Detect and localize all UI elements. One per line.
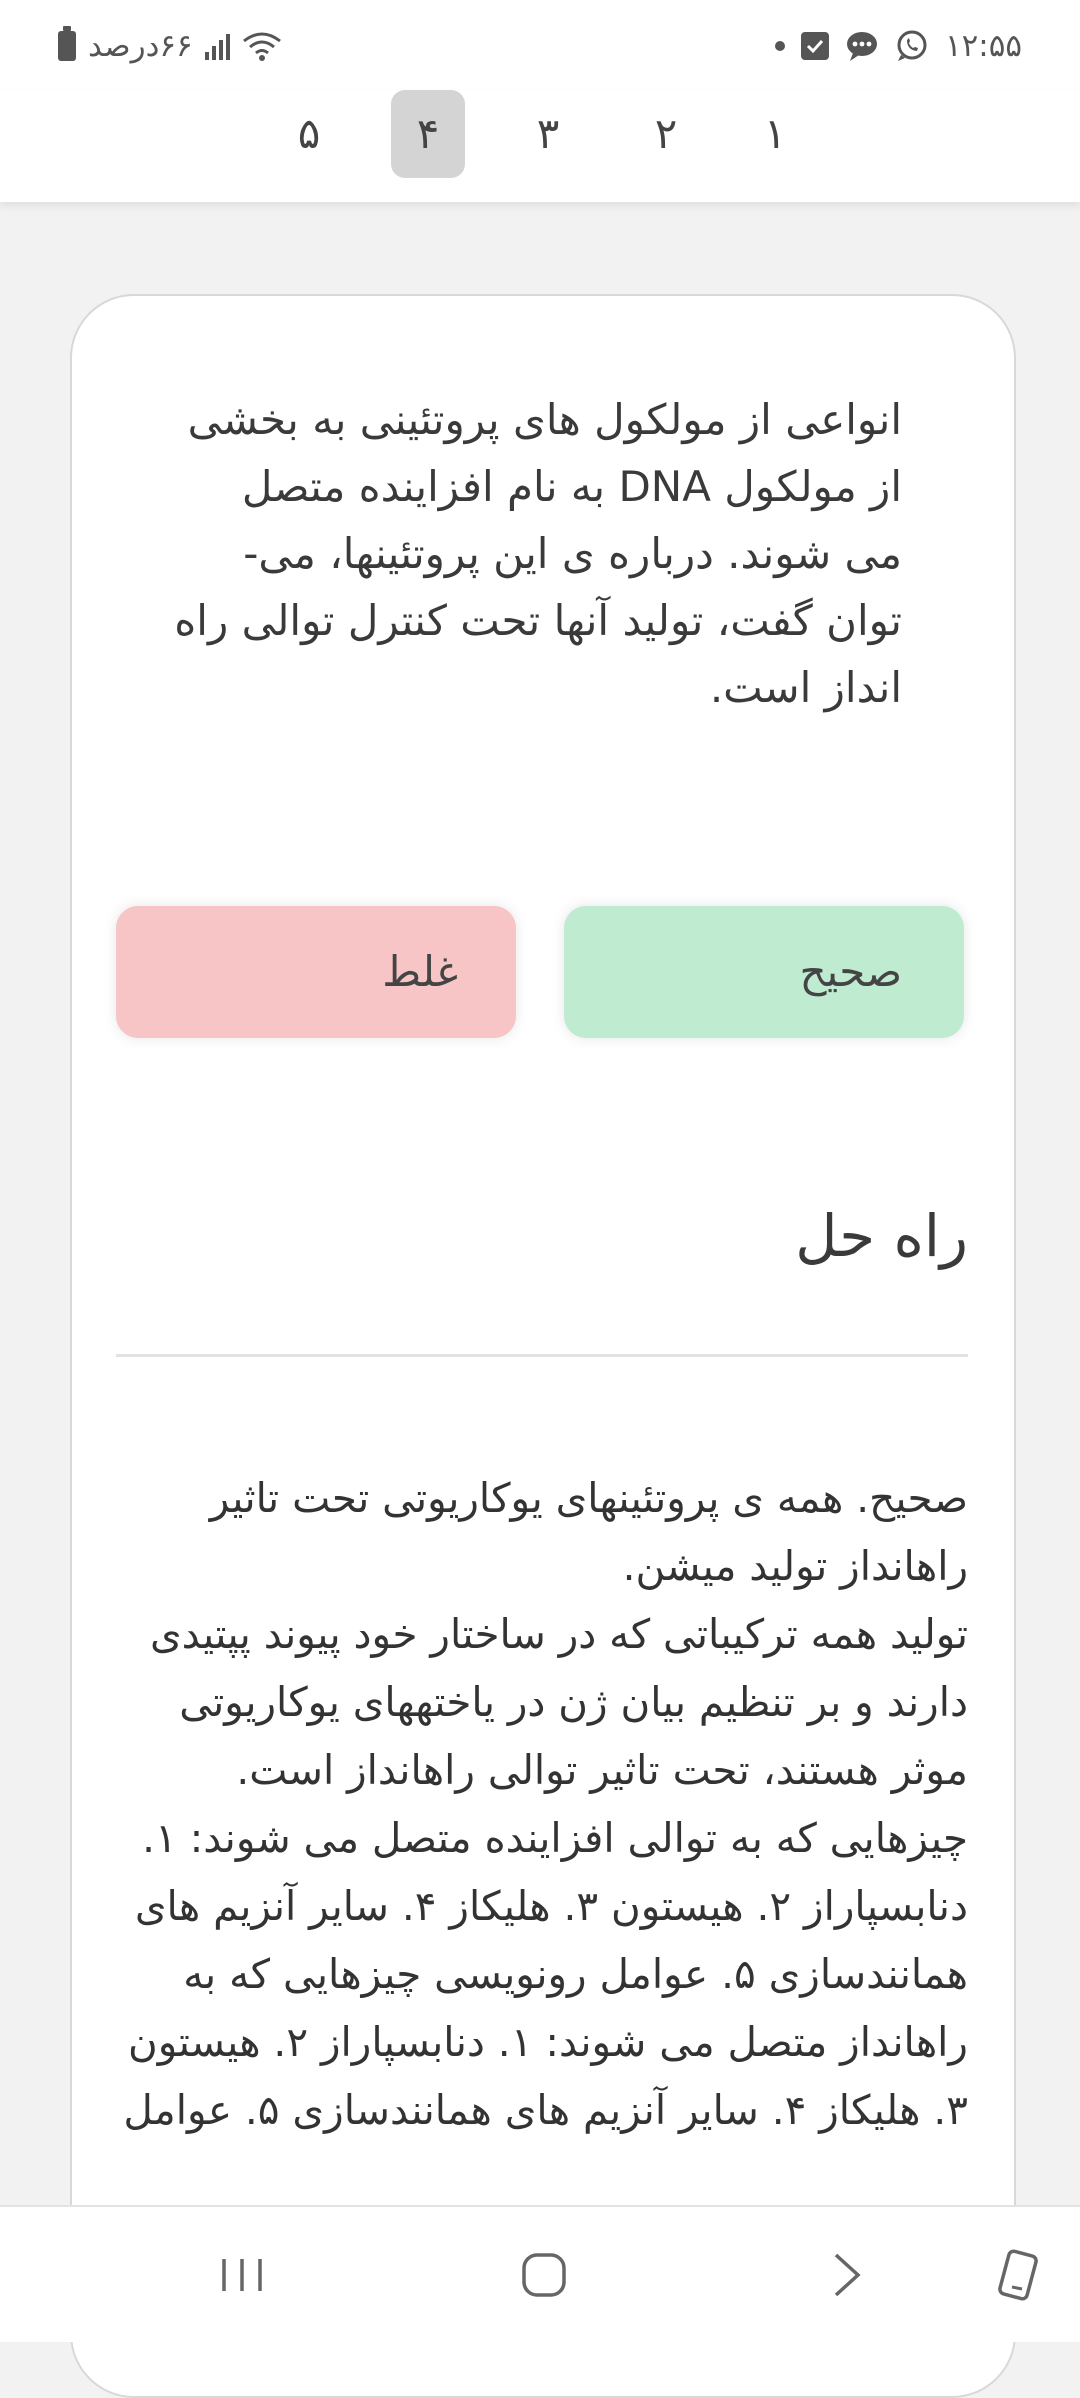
question-tabs: [0, 90, 1080, 202]
system-nav-bar: [0, 2205, 1080, 2342]
solution-text: صحیح. همه ی پروتئینهای یوکاریوتی تحت تاثیر راهانداز تولید میشن. تولید همه ترکیباتی که در ساختار خود پیوند پپتیدی دارند و بر تنظیم بیان ژن در یاختههای یوکاریوتی موثر هستند، تحت تاثیر توالی راهانداز است. چیزهایی که به توالی افزاینده متصل می شوند: ۱. دنابسپاراز ۲. هیستون ۳. هلیکاز ۴. سایر آنزیم های همانندسازی ۵. عوامل رونویسی چیزهایی که به راهانداز متصل می شوند: ۱. دنابسپاراز ۲. هیستون ۳. هلیکاز ۴. سایر آنزیم های همانندسازی ۵. عوامل: [123, 1474, 968, 2134]
home-icon[interactable]: [514, 2245, 574, 2305]
battery-icon: [58, 31, 76, 61]
dot-icon: [775, 41, 785, 51]
tab-5[interactable]: ۵: [297, 109, 321, 158]
question-text: انواعی از مولکول های پروتئینی به بخشی از مولکول DNA به نام افزاینده متصل می شوند. درباره ی این پروتئینها، می-توان گفت، تولید آنها تحت کنترل توالی راه انداز است.: [174, 395, 902, 712]
divider: [116, 1354, 968, 1357]
signal-icon: [205, 32, 230, 60]
solution-title: راه حل: [795, 1202, 968, 1270]
recents-icon[interactable]: [212, 2245, 272, 2305]
status-left: [58, 26, 282, 66]
tab-1[interactable]: ۱: [763, 109, 787, 158]
battery-text: ۶۶درصد: [88, 28, 193, 64]
status-bar: [0, 0, 1080, 90]
question-card: [70, 294, 1016, 2398]
wifi-icon: [242, 31, 282, 61]
whatsapp-icon: [895, 29, 929, 63]
wrong-button-label: غلط: [382, 947, 458, 996]
correct-button[interactable]: [564, 906, 964, 1038]
tab-3[interactable]: ۳: [536, 109, 560, 158]
clock-time: ۱۲:۵۵: [944, 28, 1022, 64]
rotate-icon[interactable]: [988, 2245, 1048, 2305]
back-icon[interactable]: [816, 2245, 876, 2305]
check-icon: [801, 32, 829, 60]
chat-icon: [845, 29, 879, 63]
tab-2[interactable]: ۲: [654, 109, 678, 158]
correct-button-label: صحیح: [799, 947, 902, 996]
tab-4[interactable]: ۴: [391, 90, 465, 178]
status-right: [775, 26, 1022, 66]
wrong-button[interactable]: [116, 906, 516, 1038]
